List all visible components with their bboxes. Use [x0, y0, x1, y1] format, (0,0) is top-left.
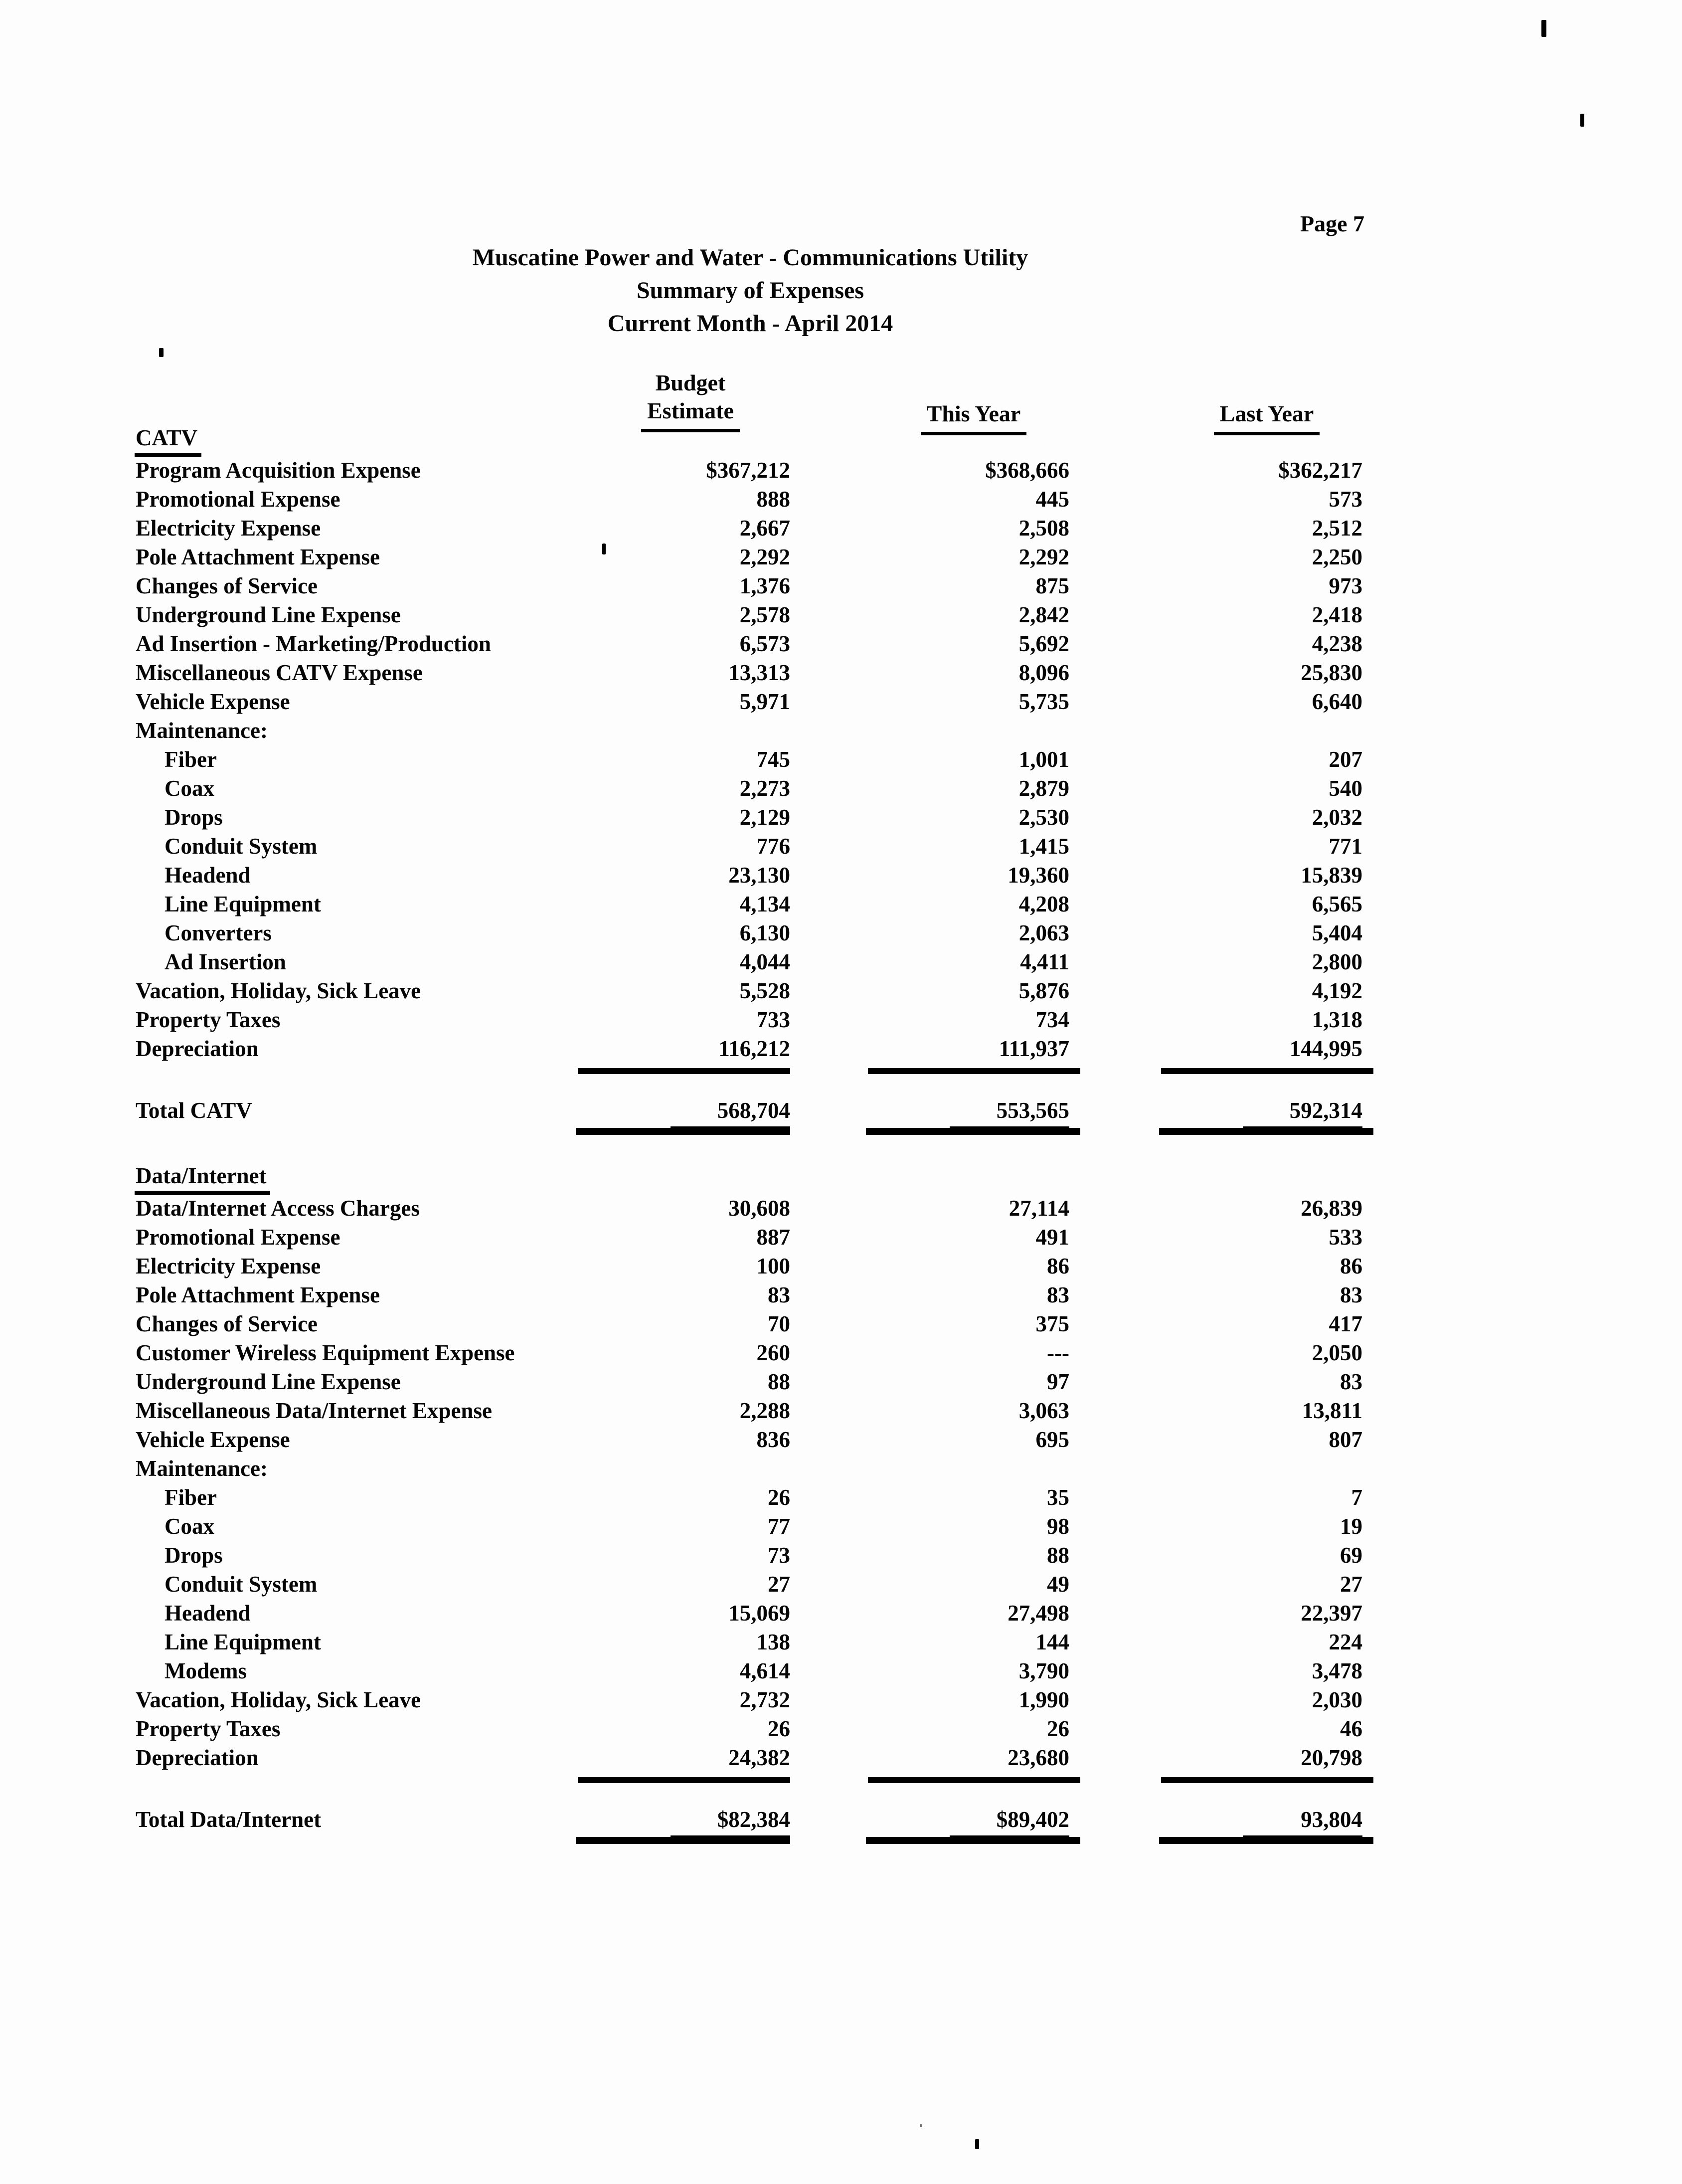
row-label: Property Taxes: [136, 1007, 281, 1032]
row-label: Conduit System: [165, 834, 318, 859]
last-year-value: 6,565: [1312, 892, 1362, 916]
last-year-value: 2,050: [1312, 1340, 1362, 1365]
row-label: Underground Line Expense: [136, 1369, 401, 1394]
row-label: Fiber: [165, 1485, 217, 1510]
row-label: Coax: [165, 1514, 214, 1539]
estimate-value: 5,528: [739, 978, 790, 1003]
table-row: [136, 1223, 1362, 1252]
table-row: [136, 485, 1362, 514]
total-last-year-value-cell: [1069, 1096, 1362, 1125]
expense-table: [136, 425, 1362, 1854]
row-label: Customer Wireless Equipment Expense: [136, 1340, 515, 1365]
this-year-value: 491: [1035, 1225, 1069, 1250]
last-year-value: 2,512: [1312, 516, 1362, 541]
row-label: Underground Line Expense: [136, 602, 401, 627]
row-label: Maintenance:: [136, 718, 268, 743]
row-label: Program Acquisition Expense: [136, 458, 421, 483]
estimate-value: 2,732: [739, 1687, 790, 1712]
this-year-value: 144: [1035, 1630, 1069, 1654]
column-rule-row: [136, 1834, 1362, 1854]
this-year-value: 27,498: [1008, 1601, 1069, 1626]
this-year-value: 27,114: [1009, 1196, 1069, 1221]
rule-line: [866, 1837, 1080, 1844]
table-row: [136, 1252, 1362, 1280]
table-row: [136, 629, 1362, 658]
table-row: [136, 600, 1362, 629]
row-label: Depreciation: [136, 1036, 259, 1061]
table-row: [136, 456, 1362, 485]
last-year-value: 20,798: [1301, 1745, 1362, 1770]
estimate-value: 887: [756, 1225, 790, 1250]
document-title-block: [152, 241, 1348, 340]
row-label: Line Equipment: [165, 1630, 321, 1654]
last-year-value: 973: [1329, 573, 1362, 598]
column-rule-row: [136, 1063, 1362, 1084]
this-year-value: 4,208: [1018, 892, 1069, 916]
total-estimate-value-cell: [559, 1805, 790, 1834]
estimate-value: [559, 716, 790, 745]
this-year-value: 19,360: [1008, 863, 1069, 888]
last-year-value: 771: [1329, 834, 1362, 859]
last-year-value: 417: [1329, 1311, 1362, 1336]
estimate-value: 5,971: [739, 689, 790, 714]
column-header-budget-estimate: [566, 369, 815, 432]
last-year-value: 573: [1329, 487, 1362, 512]
rule-line: [578, 1068, 790, 1074]
total-this-year-value-cell: [790, 1096, 1069, 1125]
last-year-value: 86: [1340, 1254, 1362, 1278]
table-row: [136, 716, 1362, 745]
row-label: Miscellaneous Data/Internet Expense: [136, 1398, 492, 1423]
this-year-value: 1,990: [1018, 1687, 1069, 1712]
estimate-value: 2,578: [739, 602, 790, 627]
last-year-value: 807: [1329, 1427, 1362, 1452]
estimate-value: 116,212: [718, 1036, 790, 1061]
estimate-value: 888: [756, 487, 790, 512]
row-label: Changes of Service: [136, 573, 318, 598]
table-row: [136, 1338, 1362, 1367]
table-row: [136, 543, 1362, 571]
table-row: [136, 1743, 1362, 1772]
rule-cell: [559, 1834, 790, 1854]
table-row: [136, 745, 1362, 774]
row-label: Vacation, Holiday, Sick Leave: [136, 978, 421, 1003]
last-year-value: 4,192: [1312, 978, 1362, 1003]
last-year-value: 83: [1340, 1369, 1362, 1394]
row-label: Electricity Expense: [136, 1254, 321, 1278]
last-year-value: 533: [1329, 1225, 1362, 1250]
last-year-value: 7: [1351, 1485, 1362, 1510]
rule-spacer: [136, 1834, 559, 1854]
this-year-value: 2,292: [1018, 545, 1069, 569]
table-row: [136, 1714, 1362, 1743]
rule-cell: [790, 1772, 1069, 1793]
total-row: [136, 1805, 1362, 1834]
this-year-value: 5,735: [1018, 689, 1069, 714]
estimate-value: 836: [756, 1427, 790, 1452]
total-label: Total CATV: [136, 1098, 252, 1123]
table-row: [136, 1309, 1362, 1338]
table-row: [136, 918, 1362, 947]
estimate-value: 4,614: [739, 1658, 790, 1683]
estimate-value: 26: [768, 1716, 790, 1741]
table-row: [136, 832, 1362, 861]
total-this-year-value-cell: [790, 1805, 1069, 1834]
this-year-value: 2,530: [1018, 805, 1069, 830]
last-year-value: 5,404: [1312, 920, 1362, 945]
column-rule-row: [136, 1772, 1362, 1793]
last-year-value: 26,839: [1301, 1196, 1362, 1221]
this-year-value: 695: [1035, 1427, 1069, 1452]
table-row: [136, 1396, 1362, 1425]
table-row: [136, 687, 1362, 716]
rule-cell: [790, 1125, 1069, 1145]
rule-line: [868, 1068, 1080, 1074]
table-row: [136, 890, 1362, 918]
section-heading-label: Data/Internet: [135, 1163, 270, 1195]
total-this-year-value: $89,402: [950, 1805, 1069, 1838]
this-year-value: 23,680: [1008, 1745, 1069, 1770]
row-label: Ad Insertion: [165, 949, 286, 974]
estimate-value: 776: [756, 834, 790, 859]
estimate-value: 6,130: [739, 920, 790, 945]
table-row: [136, 658, 1362, 687]
rule-cell: [559, 1772, 790, 1793]
estimate-value: 27: [768, 1572, 790, 1597]
row-label: Promotional Expense: [136, 1225, 340, 1250]
this-year-value: 49: [1047, 1572, 1069, 1597]
row-label: Maintenance:: [136, 1456, 268, 1481]
this-year-value: 5,876: [1018, 978, 1069, 1003]
row-label: Vehicle Expense: [136, 689, 290, 714]
rule-cell: [559, 1125, 790, 1145]
rule-cell: [790, 1063, 1069, 1084]
row-label: Changes of Service: [136, 1311, 318, 1336]
total-label: Total Data/Internet: [136, 1807, 322, 1832]
estimate-value: 6,573: [739, 631, 790, 656]
section-gap: [136, 1145, 1362, 1163]
last-year-value: 69: [1340, 1543, 1362, 1568]
rule-spacer: [136, 1063, 559, 1084]
last-year-value: 13,811: [1302, 1398, 1362, 1423]
last-year-value: 6,640: [1312, 689, 1362, 714]
table-row: [136, 803, 1362, 832]
last-year-value: 144,995: [1289, 1036, 1362, 1061]
spacer: [136, 1084, 1362, 1096]
this-year-value: ---: [1047, 1340, 1069, 1365]
rule-line: [1159, 1128, 1373, 1135]
rule-spacer: [136, 1125, 559, 1145]
row-label: Pole Attachment Expense: [136, 545, 380, 569]
this-year-value: 1,001: [1018, 747, 1069, 772]
scan-speck: [920, 2124, 922, 2127]
rule-cell: [1069, 1834, 1362, 1854]
document-title: Muscatine Power and Water - Communications Utility: [472, 244, 1028, 271]
last-year-value: 3,478: [1312, 1658, 1362, 1683]
table-row: [136, 1685, 1362, 1714]
section-heading: [136, 425, 1362, 456]
total-last-year-value: 93,804: [1243, 1805, 1362, 1838]
total-estimate-value: $82,384: [671, 1805, 790, 1838]
estimate-value: 88: [768, 1369, 790, 1394]
this-year-value: 8,096: [1018, 660, 1069, 685]
last-year-value: 2,250: [1312, 545, 1362, 569]
row-label: Miscellaneous CATV Expense: [136, 660, 423, 685]
row-label: Fiber: [165, 747, 217, 772]
last-year-value: 2,032: [1312, 805, 1362, 830]
estimate-value: [559, 1454, 790, 1483]
this-year-value: 111,937: [999, 1036, 1069, 1061]
last-year-value: 2,418: [1312, 602, 1362, 627]
this-year-value: 98: [1047, 1514, 1069, 1539]
table-row: [136, 1034, 1362, 1063]
estimate-value: 83: [768, 1282, 790, 1307]
this-year-value: 1,415: [1018, 834, 1069, 859]
estimate-value: 15,069: [728, 1601, 790, 1626]
row-label: Line Equipment: [165, 892, 321, 916]
column-header-last-year: Last Year: [1142, 400, 1391, 435]
row-label: Drops: [165, 805, 223, 830]
last-year-value: [1069, 1454, 1362, 1483]
this-year-value: 734: [1035, 1007, 1069, 1032]
last-year-value: 207: [1329, 747, 1362, 772]
total-this-year-value: 553,565: [950, 1096, 1069, 1129]
last-year-value: 2,030: [1312, 1687, 1362, 1712]
scan-speck: [602, 544, 606, 554]
rule-line: [1159, 1837, 1373, 1844]
this-year-value: 875: [1035, 573, 1069, 598]
last-year-value: 224: [1329, 1630, 1362, 1654]
this-year-value: 26: [1047, 1716, 1069, 1741]
estimate-value: 745: [756, 747, 790, 772]
estimate-value: 13,313: [728, 660, 790, 685]
estimate-value: 2,288: [739, 1398, 790, 1423]
table-row: [136, 1512, 1362, 1541]
this-year-value: 2,879: [1018, 776, 1069, 801]
document-subtitle: Summary of Expenses: [636, 277, 864, 304]
table-row: [136, 976, 1362, 1005]
this-year-value: 2,508: [1018, 516, 1069, 541]
last-year-value: 1,318: [1312, 1007, 1362, 1032]
row-label: Vehicle Expense: [136, 1427, 290, 1452]
table-row: [136, 1367, 1362, 1396]
rule-cell: [559, 1063, 790, 1084]
last-year-value: 540: [1329, 776, 1362, 801]
row-label: Coax: [165, 776, 214, 801]
estimate-value: 2,273: [739, 776, 790, 801]
rule-line: [1161, 1777, 1373, 1783]
estimate-value: 70: [768, 1311, 790, 1336]
rule-line: [576, 1128, 790, 1135]
this-year-value: 88: [1047, 1543, 1069, 1568]
this-year-value: 4,411: [1020, 949, 1069, 974]
row-label: Depreciation: [136, 1745, 259, 1770]
this-year-value: [790, 716, 1069, 745]
this-year-value: 3,790: [1018, 1658, 1069, 1683]
rule-cell: [1069, 1772, 1362, 1793]
table-row: [136, 1483, 1362, 1512]
estimate-value: 23,130: [728, 863, 790, 888]
estimate-value: 2,667: [739, 516, 790, 541]
table-row: [136, 1280, 1362, 1309]
this-year-value: 2,063: [1018, 920, 1069, 945]
last-year-value: 27: [1340, 1572, 1362, 1597]
last-year-value: 19: [1340, 1514, 1362, 1539]
rule-line: [866, 1128, 1080, 1135]
this-year-value: 375: [1035, 1311, 1069, 1336]
column-header-estimate: Estimate: [641, 397, 740, 432]
total-estimate-value: 568,704: [671, 1096, 790, 1129]
table-row: [136, 1005, 1362, 1034]
row-label: Headend: [165, 1601, 251, 1626]
table-row: [136, 1194, 1362, 1223]
last-year-value: 2,800: [1312, 949, 1362, 974]
rule-line: [868, 1777, 1080, 1783]
last-year-value: 25,830: [1301, 660, 1362, 685]
scan-speck: [975, 2139, 979, 2149]
table-row: [136, 774, 1362, 803]
estimate-value: 30,608: [728, 1196, 790, 1221]
estimate-value: 138: [756, 1630, 790, 1654]
row-label: Vacation, Holiday, Sick Leave: [136, 1687, 421, 1712]
this-year-value: 83: [1047, 1282, 1069, 1307]
scan-speck: [1541, 20, 1546, 37]
this-year-value: 5,692: [1018, 631, 1069, 656]
page-number: Page 7: [1300, 211, 1365, 236]
spacer: [136, 1793, 1362, 1805]
row-label: Pole Attachment Expense: [136, 1282, 380, 1307]
rule-cell: [1069, 1063, 1362, 1084]
row-label: Conduit System: [165, 1572, 318, 1597]
column-header-budget: Budget: [655, 370, 726, 395]
last-year-value: 15,839: [1301, 863, 1362, 888]
this-year-value: 86: [1047, 1254, 1069, 1278]
row-label: Drops: [165, 1543, 223, 1568]
last-year-value: 22,397: [1301, 1601, 1362, 1626]
total-row: [136, 1096, 1362, 1125]
table-row: [136, 514, 1362, 543]
rule-cell: [1069, 1125, 1362, 1145]
row-label: Property Taxes: [136, 1716, 281, 1741]
column-rule-row: [136, 1125, 1362, 1145]
column-header-this-year: This Year: [849, 400, 1098, 435]
table-row: [136, 947, 1362, 976]
estimate-value: 733: [756, 1007, 790, 1032]
row-label: Converters: [165, 920, 272, 945]
total-estimate-value-cell: [559, 1096, 790, 1125]
estimate-value: 77: [768, 1514, 790, 1539]
section-heading-label: CATV: [135, 425, 201, 457]
this-year-value: 445: [1035, 487, 1069, 512]
scan-speck: [159, 348, 164, 357]
row-label: Headend: [165, 863, 251, 888]
last-year-value: 46: [1340, 1716, 1362, 1741]
rule-line: [1161, 1068, 1373, 1074]
total-last-year-value-cell: [1069, 1805, 1362, 1834]
this-year-value: [790, 1454, 1069, 1483]
total-last-year-value: 592,314: [1243, 1096, 1362, 1129]
section-heading: [136, 1163, 1362, 1194]
estimate-value: 2,129: [739, 805, 790, 830]
row-label: Modems: [165, 1658, 247, 1683]
this-year-value: 3,063: [1018, 1398, 1069, 1423]
estimate-value: 260: [756, 1340, 790, 1365]
last-year-value: 4,238: [1312, 631, 1362, 656]
rule-line: [578, 1777, 790, 1783]
table-row: [136, 1425, 1362, 1454]
last-year-value: 83: [1340, 1282, 1362, 1307]
last-year-value: $362,217: [1278, 458, 1362, 483]
this-year-value: $368,666: [985, 458, 1069, 483]
estimate-value: 4,044: [739, 949, 790, 974]
estimate-value: 24,382: [728, 1745, 790, 1770]
table-row: [136, 571, 1362, 600]
estimate-value: 73: [768, 1543, 790, 1568]
row-label: Data/Internet Access Charges: [136, 1196, 420, 1221]
estimate-value: 100: [756, 1254, 790, 1278]
scan-speck: [1580, 114, 1584, 127]
row-label: Electricity Expense: [136, 516, 321, 541]
table-row: [136, 861, 1362, 890]
row-label: Promotional Expense: [136, 487, 340, 512]
table-row: [136, 1454, 1362, 1483]
table-row: [136, 1570, 1362, 1599]
estimate-value: $367,212: [706, 458, 790, 483]
estimate-value: 1,376: [739, 573, 790, 598]
document-period: Current Month - April 2014: [607, 310, 893, 337]
table-row: [136, 1656, 1362, 1685]
this-year-value: 97: [1047, 1369, 1069, 1394]
rule-spacer: [136, 1772, 559, 1793]
estimate-value: 2,292: [739, 545, 790, 569]
estimate-value: 4,134: [739, 892, 790, 916]
table-row: [136, 1599, 1362, 1628]
estimate-value: 26: [768, 1485, 790, 1510]
row-label: Ad Insertion - Marketing/Production: [136, 631, 491, 656]
table-row: [136, 1628, 1362, 1656]
rule-cell: [790, 1834, 1069, 1854]
this-year-value: 35: [1047, 1485, 1069, 1510]
rule-line: [576, 1837, 790, 1844]
last-year-value: [1069, 716, 1362, 745]
this-year-value: 2,842: [1018, 602, 1069, 627]
table-row: [136, 1541, 1362, 1570]
